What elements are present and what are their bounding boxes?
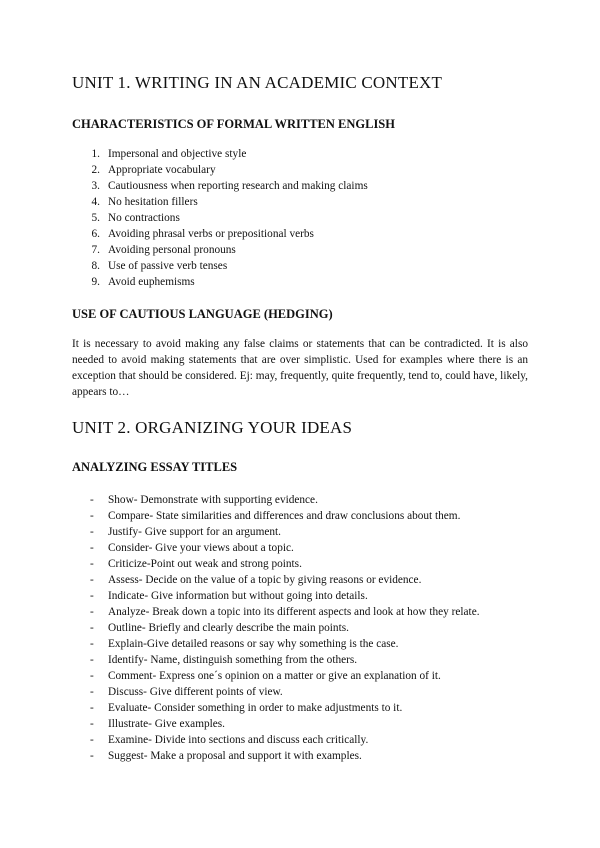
- document-page: UNIT 1. WRITING IN AN ACADEMIC CONTEXT CHARACTERISTICS OF FORMAL WRITTEN ENGLISH 1. Impersonal and objective style 2. Appropriate vocabulary 3. Cautiousness when reporting research and making claims 4. No hesitation fillers 5. No contractions 6. Avoiding phrasal verbs or prepositional verbs 7. Avoiding personal pronouns 8. Use of passive verb tenses 9. Avoid euphemisms USE OF CAUTIOUS LANGUAGE (HEDGING) It is necessary to avoid making any false claims or statements that can be contradicted. It is also needed to avoid making statements that are over simplistic. Used for examples where there is an exception that should be considered. Ej: may, frequently, quite frequently, tend to, could have, likely, appears to… UNIT 2. ORGANIZING YOUR IDEAS ANALYZING ESSAY TITLES - Show- Demonstrate with supporting evidence. - Compare- State similarities and differences and draw conclusions about them. - Justify- Give support for an argument. - Consider- Give your views about a topic. - Criticize-Point out weak and strong points. - Assess- Decide on the value of a topic by giving reasons or evidence. - Indicate- Give information but without going into details. - Analyze- Break down a topic into its different aspects and look at how they relate. - Outline- Briefly and clearly describe the main points. - Explain-Give detailed reasons or say why something is the case. - Identify- Name, distinguish something from the others. - Comment- Express one´s opinion on a matter or give an explanation of it. - Discuss- Give different points of view. - Evaluate- Consider something in order to make adjustments to it. - Illustrate- Give examples. - Examine- Divide into sections and discuss each critically. - Suggest- Make a proposal and support it with examples.: [72, 73, 528, 762]
- unit-1-title: UNIT 1. WRITING IN AN ACADEMIC CONTEXT: [72, 73, 443, 92]
- hedging-paragraph: It is necessary to avoid making any false claims or statements that can be contradicted. It is also needed to avoid making statements that are over simplistic. Used for examples where there is an exception that should be considered. Ej: may, frequently, quite frequently, tend to, could have, likely, appears to…: [72, 338, 528, 398]
- hedging-heading: USE OF CAUTIOUS LANGUAGE (HEDGING): [72, 307, 333, 321]
- characteristics-heading: CHARACTERISTICS OF FORMAL WRITTEN ENGLISH: [72, 117, 395, 131]
- unit-2-title: UNIT 2. ORGANIZING YOUR IDEAS: [72, 418, 353, 437]
- essay-titles-heading: ANALYZING ESSAY TITLES: [72, 460, 238, 474]
